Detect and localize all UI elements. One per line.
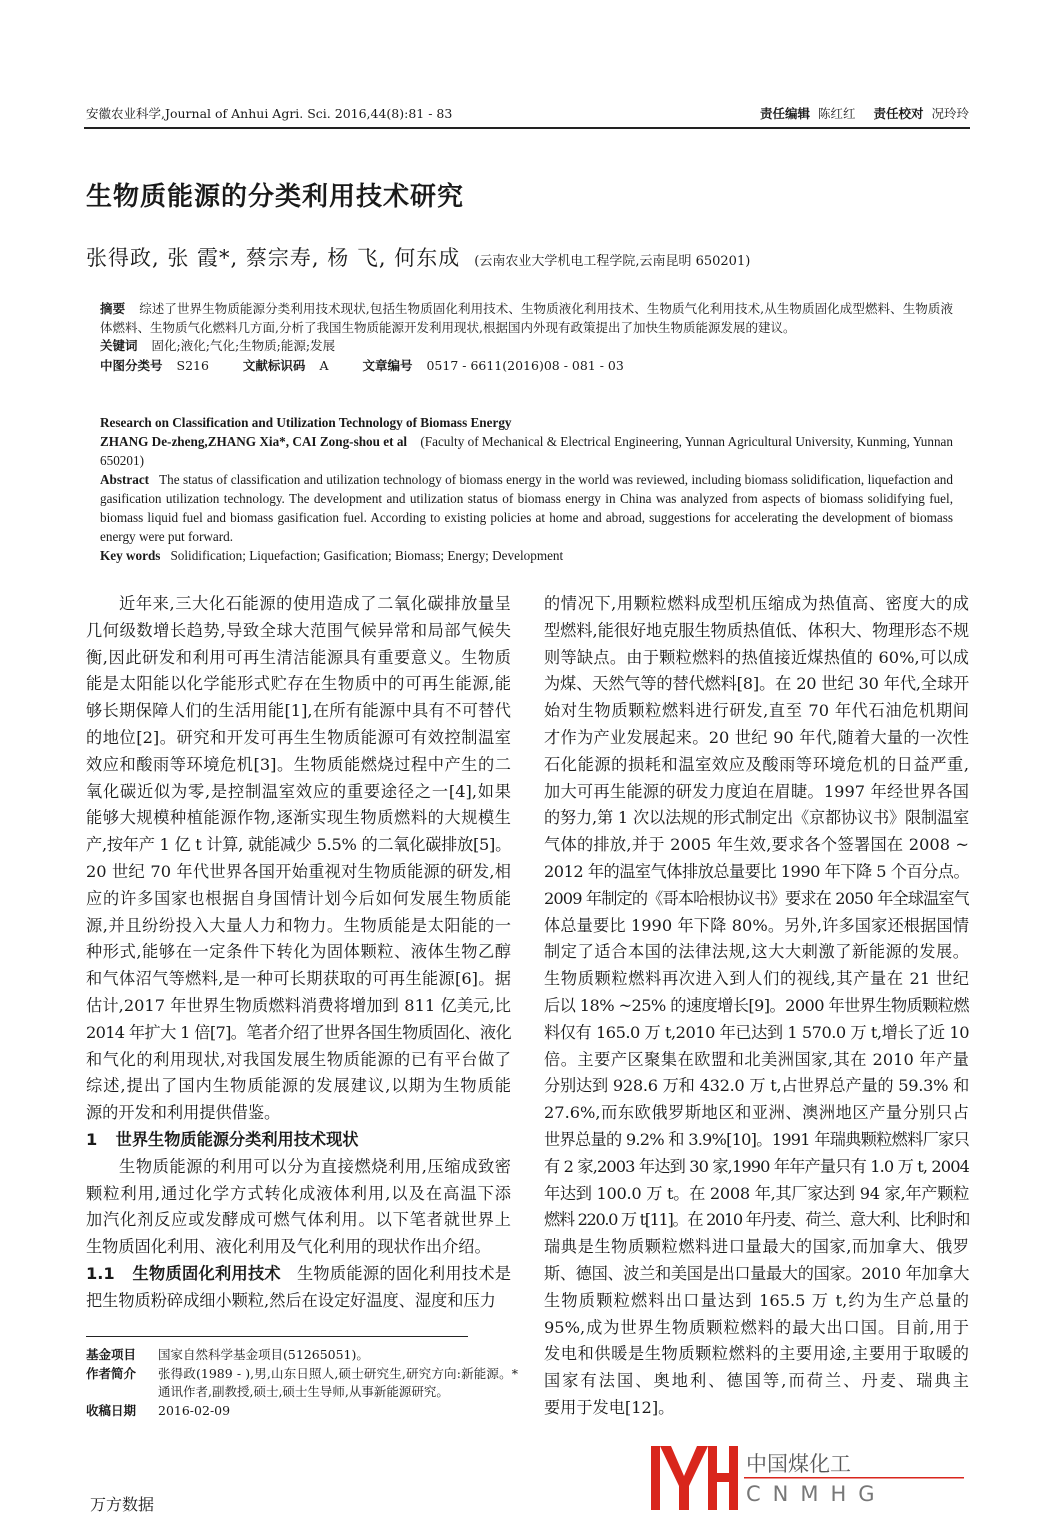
footer-watermark: 万方数据 xyxy=(90,1495,155,1514)
text-line: 发电和供暖是生物质颗粒燃料的主要用途,主要用于取暖的 xyxy=(544,1344,969,1364)
author-bio-text: 张得政(1989 - ),男,山东日照人,硕士研究生,研究方向:新能源。*通讯作者,副教授,硕士,硕士生导师,从事新能源研究。 xyxy=(158,1365,518,1399)
text-line: 20 世纪 70 年代世界各国开始重视对生物质能源的研发,相 xyxy=(86,861,511,881)
text-line: 料仅有 165.0 万 t,2010 年已达到 1 570.0 万 t,增长了近 10 xyxy=(544,1022,969,1042)
text-line: 生物质颗粒燃料出口量达到 165.5 万 t,约为生产总量的 xyxy=(544,1290,969,1310)
text-line: 制定了适合本国的法律法规,这大大刺激了新能源的发展。 xyxy=(544,942,969,962)
section1-paragraph xyxy=(86,1154,511,1261)
watermark-en: CNMHG xyxy=(746,1482,887,1506)
received-date-label: 收稿日期 xyxy=(86,1402,137,1418)
text-line: 体总量要比 1990 年下降 80%。另外,许多国家还根据国情 xyxy=(544,915,969,935)
editor-credits xyxy=(760,104,969,122)
chinese-abstract xyxy=(100,300,953,375)
text-line: 国家有法国、奥地利、德国等,而荷兰、丹麦、瑞典主 xyxy=(544,1371,969,1391)
english-title: Research on Classification and Utilization Technology of Biomass Energy xyxy=(100,415,512,430)
text-line: 型燃料,能很好地克服生物质热值低、体积大、物理形态不规 xyxy=(544,620,969,640)
text-line: 应的许多国家也根据自身国情计划今后如何发展生物质能 xyxy=(86,888,511,908)
doc-code: A xyxy=(319,357,329,373)
text-line: 生物质固化利用、液化利用及气化利用的现状作出介绍。 xyxy=(86,1237,491,1257)
text-line: 石化能源的损耗和温室效应及酸雨等环境危机的日益严重, xyxy=(544,754,969,774)
text-line: 产,按年产 1 亿 t 计算, 就能减少 5.5% 的二氧化碳排放[5]。 xyxy=(86,835,511,855)
section-heading-1-1-line xyxy=(86,1261,511,1288)
text-line: 要用于发电[12]。 xyxy=(544,1397,675,1417)
subsection-paragraph xyxy=(86,1288,511,1315)
text-line: 几何级数增长趋势,导致全球大范围气候异常和局部气候失 xyxy=(86,620,511,640)
text-line: 2014 年扩大 1 倍[7]。笔者介绍了世界各国生物质固化、液化 xyxy=(86,1022,511,1042)
text-line: 才作为产业发展起来。20 世纪 90 年代,随着大量的一次性 xyxy=(544,727,969,747)
editor-label: 责任编辑 xyxy=(759,106,810,121)
text-line: 的努力,第 1 次以法规的形式制定出《京都协议书》限制温室 xyxy=(544,808,969,828)
text-line: 2012 年的温室气体排放总量要比 1990 年下降 5 个百分点。 xyxy=(544,861,969,881)
section-heading-1 xyxy=(86,1127,511,1154)
received-date: 2016-02-09 xyxy=(158,1402,231,1418)
fund-label: 基金项目 xyxy=(86,1347,137,1362)
abstract-label: 摘要 xyxy=(100,301,126,316)
text-line: 把生物质粉碎成细小颗粒,然后在设定好温度、湿度和压力 xyxy=(86,1290,496,1310)
author-bio-label: 作者简介 xyxy=(86,1365,137,1381)
section-title: 世界生物质能源分类利用技术现状 xyxy=(115,1129,359,1149)
footnotes xyxy=(86,1346,518,1420)
text-line: 的情况下,用颗粒燃料成型机压缩成为热值高、密度大的成 xyxy=(544,594,969,613)
paper-title: 生物质能源的分类利用技术研究 xyxy=(86,182,465,212)
article-no: 0517 - 6611(2016)08 - 081 - 03 xyxy=(426,357,624,373)
text-line: 燃料 220.0 万 t[11]。在 2010 年丹麦、荷兰、意大利、比利时和 xyxy=(544,1210,969,1230)
text-line: 综述,提出了国内生物质能源的发展建议,以期为生物质能 xyxy=(86,1076,511,1096)
text-line: 源,并且纷纷投入大量人力和物力。生物质能是太阳能的一 xyxy=(86,915,511,935)
text-line: 27.6%,而东欧俄罗斯地区和亚洲、澳洲地区产量分别只占 xyxy=(544,1103,969,1123)
journal-citation: 安徽农业科学,Journal of Anhui Agri. Sci. 2016,44(8):81 - 83 xyxy=(86,106,453,121)
watermark-cn: 中国煤化工 xyxy=(746,1452,851,1476)
text-line: 则等缺点。由于颗粒燃料的热值接近煤热值的 60%,可以成 xyxy=(544,647,969,667)
subsection-title: 生物质固化利用技术 xyxy=(132,1263,281,1283)
text-line: 始对生物质颗粒燃料进行研发,直至 70 年代石油危机期间 xyxy=(544,701,969,721)
english-affiliation: (Faculty of Mechanical & Electrical Engineering, Yunnan Agricultural University, Kunming, Yunnan 650201) xyxy=(100,434,954,468)
right-column xyxy=(544,591,969,1422)
intro-paragraph xyxy=(86,591,511,1127)
section-number: 1 xyxy=(86,1129,98,1149)
text-line: 95%,成为世界生物质颗粒燃料的最大出口国。目前,用于 xyxy=(544,1317,969,1337)
text-line: 为煤、天然气等的替代燃料[8]。在 20 世纪 30 年代,全球开 xyxy=(544,674,969,694)
left-column xyxy=(86,591,511,1315)
text-line: 颗粒利用,通过化学方式转化成液体利用,以及在高温下添 xyxy=(86,1183,511,1203)
text-line: 估计,2017 年世界生物质燃料消费将增加到 811 亿美元,比 xyxy=(86,995,511,1015)
watermark-logo xyxy=(651,1446,971,1510)
text-line: 近年来,三大化石能源的使用造成了二氧化碳排放量呈 xyxy=(119,594,511,613)
english-keywords: Solidification; Liquefaction; Gasification; Biomass; Energy; Development xyxy=(170,548,564,563)
text-line: 衡,因此研发和利用可再生清洁能源具有重要意义。生物质 xyxy=(86,647,511,667)
english-authors: ZHANG De-zheng,ZHANG Xia*, CAI Zong-shou et al xyxy=(100,434,408,449)
running-header xyxy=(86,104,969,122)
text-line: 能够大规模种植能源作物,逐渐实现生物质燃料的大规模生 xyxy=(86,808,511,828)
text-line: 倍。主要产区聚集在欧盟和北美洲国家,其在 2010 年产量 xyxy=(544,1049,969,1069)
english-abstract-text: The status of classification and utilization technology of biomass energy in the world was reviewed, including biomass solidification, liquefaction and gasification utilization technology. The development and utilization status of biomass energy in China was analyzed from aspects of biomass solidifying fuel, biomass liquid fuel and biomass gasification fuel. According to existing policies at home and abroad, suggestions for accelerating the development of biomass energy were put forward. xyxy=(100,472,953,544)
clc-code: S216 xyxy=(176,357,209,373)
text-line: 够长期保障人们的生活用能[1],在所有能源中具有不可替代 xyxy=(86,701,511,721)
english-abstract xyxy=(100,413,953,565)
text-line: 有 2 家,2003 年达到 30 家,1990 年年产量只有 1.0 万 t, 2004 xyxy=(544,1156,969,1176)
text-line: 斯、德国、波兰和美国是出口量最大的国家。2010 年加拿大 xyxy=(544,1263,969,1283)
text-line: 世界总量的 9.2% 和 3.9%[10]。1991 年瑞典颗粒燃料厂家只 xyxy=(544,1129,969,1149)
author-line xyxy=(86,242,750,272)
text-line: 的地位[2]。研究和开发可再生生物质能源可有效控制温室 xyxy=(86,727,511,747)
keywords: 固化;液化;气化;生物质;能源;发展 xyxy=(151,338,336,353)
text-line: 瑞典是生物质颗粒燃料进口量最大的国家,而加拿大、俄罗 xyxy=(544,1237,969,1257)
subsection-text: 生物质能源的固化利用技术是 xyxy=(296,1263,511,1283)
text-line: 年达到 100.0 万 t。在 2008 年,其厂家达到 94 家,年产颗粒 xyxy=(544,1183,969,1203)
keywords-label: 关键词 xyxy=(100,338,138,353)
subsection-number: 1.1 xyxy=(86,1263,115,1283)
text-line: 2009 年制定的《哥本哈根协议书》要求在 2050 年全球温室气 xyxy=(544,888,969,908)
text-line: 源的开发和利用提供借鉴。 xyxy=(86,1103,281,1123)
fund-text: 国家自然科学基金项目(51265051)。 xyxy=(158,1347,369,1362)
text-line: 后以 18% ~25% 的速度增长[9]。2000 年世界生物质颗粒燃 xyxy=(544,995,969,1015)
authors: 张得政, 张 霞*, 蔡宗寿, 杨 飞, 何东成 xyxy=(86,246,461,270)
text-line: 能是太阳能以化学能形式贮存在生物质中的可再生能源,能 xyxy=(86,674,511,694)
text-line: 氧化碳近似为零,是控制温室效应的重要途径之一[4],如果 xyxy=(86,781,511,801)
english-keywords-label: Key words xyxy=(100,548,161,563)
subsection-heading xyxy=(86,1264,281,1283)
editor-name: 陈红红 xyxy=(817,106,856,121)
proofreader-name: 况玲玲 xyxy=(931,106,969,121)
text-line: 生物质能源的利用可以分为直接燃烧利用,压缩成致密 xyxy=(119,1156,511,1176)
header-rule xyxy=(84,127,970,129)
text-line: 气体的排放,并于 2005 年生效,要求各个签署国在 2008 ~ xyxy=(544,835,969,855)
text-line: 种形式,能够在一定条件下转化为固体颗粒、液体生物乙醇 xyxy=(86,942,511,962)
article-no-label: 文章编号 xyxy=(362,357,413,373)
footnote-rule xyxy=(86,1336,468,1337)
text-line: 加大可再生能源的研发力度迫在眉睫。1997 年经世界各国 xyxy=(544,781,969,801)
text-line: 分别达到 928.6 万和 432.0 万 t,占世界总产量的 59.3% 和 xyxy=(544,1076,969,1096)
text-line: 生物质颗粒燃料再次进入到人们的视线,其产量在 21 世纪 xyxy=(544,969,969,989)
text-line: 和气化的利用现状,对我国发展生物质能源的已有平台做了 xyxy=(86,1049,511,1069)
english-abstract-label: Abstract xyxy=(100,472,150,487)
clc-label: 中图分类号 xyxy=(100,357,163,373)
right-paragraph xyxy=(544,591,969,1422)
proofreader-label: 责任校对 xyxy=(873,106,924,121)
doc-code-label: 文献标识码 xyxy=(242,357,306,373)
text-line: 效应和酸雨等环境危机[3]。生物质能燃烧过程中产生的二 xyxy=(86,754,511,774)
text-line: 加汽化剂反应或发酵成可燃气体利用。以下笔者就世界上 xyxy=(86,1210,511,1230)
abstract-text: 综述了世界生物质能源分类利用技术现状,包括生物质固化利用技术、生物质液化利用技术、生物质气化利用技术,从生物质固化成型燃料、生物质液体燃料、生物质气化燃料几方面,分析了我国生物质能源开发利用现状,根据国内外现有政策提出了加快生物质能源发展的建议。 xyxy=(100,301,953,335)
affiliation: (云南农业大学机电工程学院,云南昆明 650201) xyxy=(474,254,751,269)
text-line: 和气体沼气等燃料,是一种可长期获取的可再生能源[6]。据 xyxy=(86,969,511,989)
